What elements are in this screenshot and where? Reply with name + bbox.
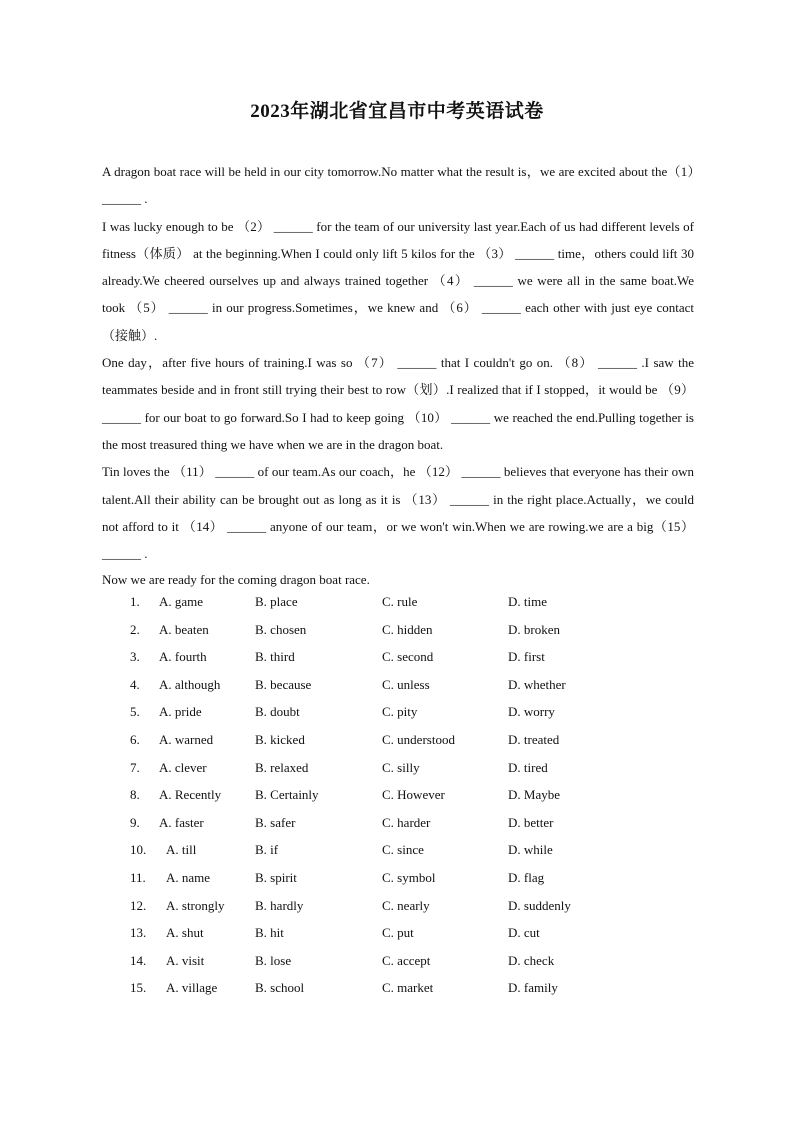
- option-b: B. third: [255, 649, 295, 665]
- question-row: [0, 726, 794, 754]
- question-number: 13.: [130, 925, 147, 941]
- question-row: [0, 864, 794, 892]
- option-b: B. hit: [255, 925, 284, 941]
- option-d: D. flag: [508, 869, 545, 885]
- option-d: D. check: [508, 952, 555, 968]
- option-a: A. fourth: [159, 649, 207, 665]
- option-d: D. cut: [508, 925, 540, 941]
- option-d: D. whether: [508, 676, 566, 692]
- option-d: D. better: [508, 814, 554, 830]
- question-number: 10.: [130, 842, 147, 858]
- option-d: D. while: [508, 842, 553, 858]
- question-row: [0, 781, 794, 809]
- option-a: A. although: [159, 676, 221, 692]
- option-b: B. school: [255, 980, 305, 996]
- option-b: B. doubt: [255, 704, 300, 720]
- question-list: [0, 588, 794, 1002]
- option-b: B. relaxed: [255, 759, 309, 775]
- question-number: 1.: [130, 594, 140, 609]
- option-a: A. till: [166, 842, 197, 858]
- question-row: [0, 809, 794, 837]
- question-row: [0, 974, 794, 1002]
- question-row: [0, 754, 794, 782]
- option-a: A. beaten: [159, 621, 209, 637]
- option-d: D. treated: [508, 731, 560, 747]
- question-number: 14.: [130, 952, 147, 968]
- option-d: D. worry: [508, 704, 555, 720]
- option-b: B. spirit: [255, 869, 297, 885]
- option-b: B. if: [255, 842, 279, 858]
- question-number: 7.: [130, 759, 140, 775]
- option-d: D. family: [508, 980, 558, 996]
- option-c: C. second: [382, 649, 434, 665]
- question-number: 2.: [130, 621, 140, 637]
- question-row: [0, 892, 794, 920]
- question-row: [0, 643, 794, 671]
- question-number: 3.: [130, 649, 140, 665]
- page-title: 2023年湖北省宜昌市中考英语试卷: [250, 101, 544, 122]
- option-b: B. Certainly: [255, 787, 319, 803]
- option-d: D. time: [508, 594, 547, 609]
- option-d: D. first: [508, 649, 545, 665]
- option-a: A. game: [159, 594, 204, 609]
- option-a: A. strongly: [166, 897, 225, 913]
- option-c: C. pity: [382, 704, 418, 720]
- cloze-passage: [102, 158, 694, 594]
- passage-paragraph: Now we are ready for the coming dragon boat race.: [102, 572, 370, 588]
- option-c: C. unless: [382, 676, 430, 692]
- question-row: [0, 588, 794, 616]
- option-c: C. accept: [382, 952, 431, 968]
- option-d: D. broken: [508, 621, 560, 637]
- option-b: B. lose: [255, 952, 292, 968]
- question-number: 6.: [130, 731, 140, 747]
- option-c: C. symbol: [382, 869, 436, 885]
- option-b: B. place: [255, 594, 298, 609]
- question-row: [0, 919, 794, 947]
- question-row: [0, 698, 794, 726]
- option-a: A. village: [166, 980, 218, 996]
- option-c: C. market: [382, 980, 434, 996]
- option-c: C. hidden: [382, 621, 433, 637]
- question-number: 8.: [130, 787, 140, 803]
- passage-paragraph: I was lucky enough to be （2） ______ for the team of our university last year.Each of us had different levels of fitness（体质） at the beginning.When I could only lift 5 kilos for the （3） ______ time，others could lift 30 already.We cheered ourselves up and always trained together （4） ______ we were all in the same boat.We took （5） ______ in our progress.Sometimes，we knew and （6） ______ each other with just eye contact （接触）.: [102, 218, 694, 343]
- question-number: 15.: [130, 980, 147, 996]
- question-row: [0, 616, 794, 644]
- option-c: C. harder: [382, 814, 431, 830]
- question-row: [0, 947, 794, 975]
- option-a: A. faster: [159, 814, 204, 830]
- option-a: A. visit: [166, 952, 205, 968]
- option-a: A. warned: [159, 731, 214, 747]
- option-c: C. understood: [382, 731, 455, 747]
- option-c: C. silly: [382, 759, 420, 775]
- option-a: A. shut: [166, 925, 204, 941]
- option-b: B. because: [255, 676, 312, 692]
- option-c: C. rule: [382, 594, 418, 609]
- option-c: C. put: [382, 925, 414, 941]
- option-b: B. chosen: [255, 621, 307, 637]
- option-a: A. name: [166, 869, 211, 885]
- question-row: [0, 836, 794, 864]
- option-d: D. Maybe: [508, 787, 560, 803]
- passage-paragraph: A dragon boat race will be held in our city tomorrow.No matter what the result is，we are excited about the（1）______ .: [102, 164, 694, 207]
- question-number: 12.: [130, 897, 147, 913]
- option-b: B. kicked: [255, 731, 305, 747]
- option-b: B. hardly: [255, 897, 304, 913]
- question-number: 4.: [130, 676, 140, 692]
- question-number: 9.: [130, 814, 140, 830]
- question-row: [0, 671, 794, 699]
- option-a: A. clever: [159, 759, 207, 775]
- option-d: D. tired: [508, 759, 548, 775]
- question-number: 11.: [130, 869, 146, 885]
- option-c: C. However: [382, 787, 445, 803]
- passage-paragraph: One day，after five hours of training.I was so （7） ______ that I couldn't go on. （8） ______ .I saw the teammates beside and in front still trying their best to row（划）.I realized that if I stopped，it would be （9） ______ for our boat to go forward.So I had to keep going （10） ______ we reached the end.Pulling together is the most treasured thing we have when we are in the dragon boat.: [102, 355, 694, 452]
- option-a: A. Recently: [159, 787, 222, 803]
- option-b: B. safer: [255, 814, 296, 830]
- option-a: A. pride: [159, 704, 202, 720]
- option-c: C. nearly: [382, 897, 430, 913]
- passage-paragraph: Tin loves the （11） ______ of our team.As our coach，he （12） ______ believes that everyone has their own talent.All their ability can be brought out as long as it is （13） ______ in the right place.Actually，we could not afford to it （14） ______ anyone of our team，or we won't win.When we are rowing.we are a big（15） ______ .: [102, 464, 694, 562]
- question-number: 5.: [130, 704, 140, 720]
- option-d: D. suddenly: [508, 897, 571, 913]
- option-c: C. since: [382, 842, 424, 858]
